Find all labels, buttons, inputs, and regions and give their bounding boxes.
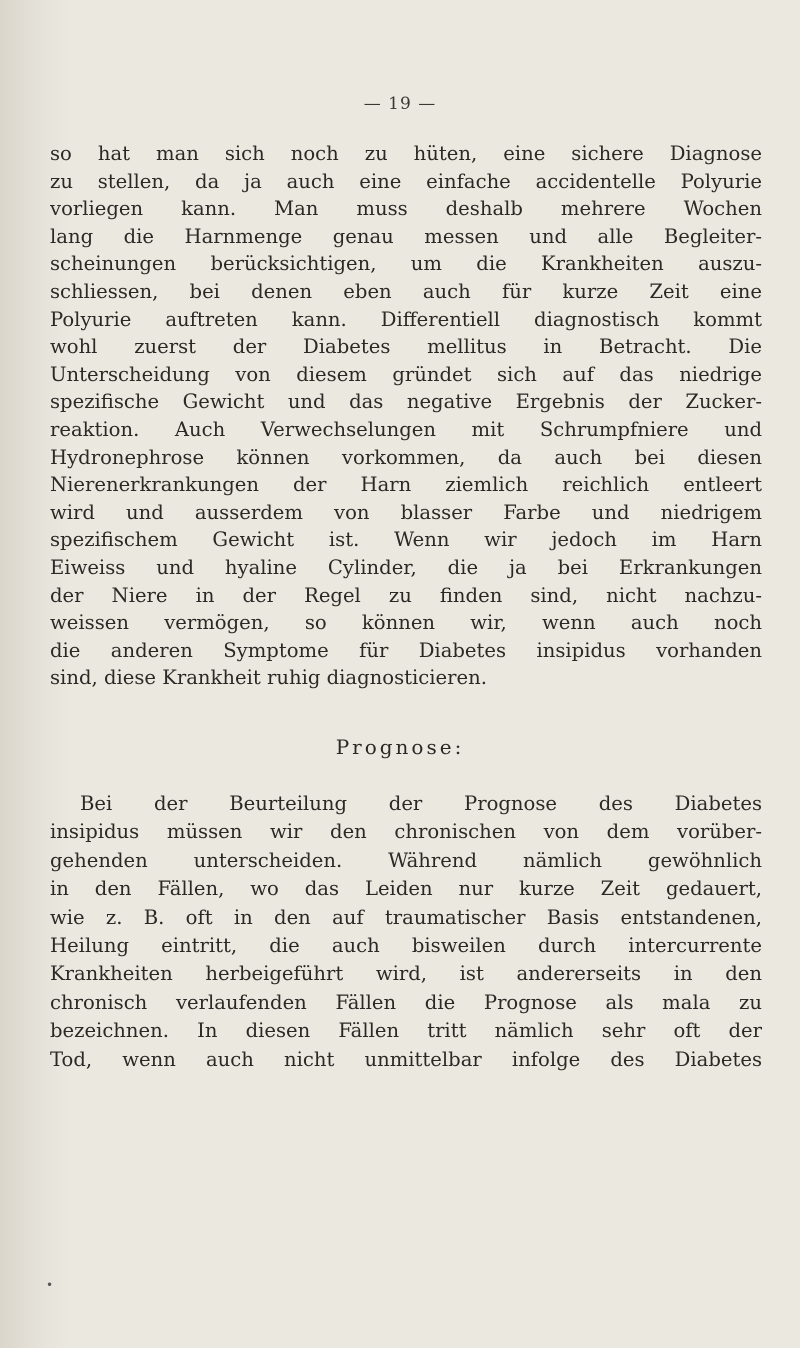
- text-line: Unterscheidung von diesem gründet sich auf das niedrige: [50, 362, 762, 386]
- text-line: schliessen, bei denen eben auch für kurze Zeit eine: [50, 279, 762, 303]
- text-line: Hydronephrose können vorkommen, da auch bei diesen: [50, 445, 762, 469]
- text-line: weissen vermögen, so können wir, wenn auch noch: [50, 611, 762, 635]
- margin-mark: •: [46, 1278, 54, 1292]
- text-line: vorliegen kann. Man muss deshalb mehrere Wochen: [50, 197, 762, 221]
- text-line: spezifischem Gewicht ist. Wenn wir jedoch im Harn: [50, 528, 762, 552]
- text-line: Tod, wenn auch nicht unmittelbar infolge des Diabetes: [50, 1047, 762, 1071]
- text-line: Eiweiss und hyaline Cylinder, die ja bei Erkrankungen: [50, 555, 762, 579]
- text-line: Polyurie auftreten kann. Differentiell diagnostisch kommt: [50, 307, 762, 331]
- text-line: Nierenerkrankungen der Harn ziemlich reichlich entleert: [50, 473, 762, 497]
- text-line: in den Fällen, wo das Leiden nur kurze Zeit gedauert,: [50, 877, 762, 901]
- text-line: der Niere in der Regel zu finden sind, nicht nachzu-: [50, 583, 762, 607]
- page-number: — 19 —: [363, 94, 437, 114]
- text-line: insipidus müssen wir den chronischen von dem vorüber-: [50, 820, 762, 844]
- text-line: gehenden unterscheiden. Während nämlich gewöhnlich: [50, 848, 762, 872]
- text-line: Bei der Beurteilung der Prognose des Diabetes: [80, 792, 762, 815]
- paragraph-prognosis: [50, 790, 762, 1074]
- paragraph-diagnosis: [50, 140, 762, 692]
- text-line: Krankheiten herbeigeführt wird, ist andererseits in den: [50, 962, 762, 986]
- text-line: die anderen Symptome für Diabetes insipidus vorhanden: [50, 638, 762, 662]
- text-line: wird und ausserdem von blasser Farbe und niedrigem: [50, 500, 762, 524]
- text-line: chronisch verlaufenden Fällen die Prognose als mala zu: [50, 990, 762, 1014]
- text-line: zu stellen, da ja auch eine einfache accidentelle Polyurie: [50, 169, 762, 193]
- text-line: reaktion. Auch Verwechselungen mit Schrumpfniere und: [50, 417, 762, 441]
- text-line: wie z. B. oft in den auf traumatischer Basis entstandenen,: [50, 905, 762, 929]
- text-line: so hat man sich noch zu hüten, eine sichere Diagnose: [50, 142, 762, 165]
- text-line: scheinungen berücksichtigen, um die Krankheiten auszu-: [50, 252, 762, 276]
- text-line: lang die Harnmenge genau messen und alle Begleiter-: [50, 224, 762, 248]
- text-line: spezifische Gewicht und das negative Ergebnis der Zucker-: [50, 390, 762, 414]
- text-line: Heilung eintritt, die auch bisweilen durch intercurrente: [50, 933, 762, 957]
- text-line: bezeichnen. In diesen Fällen tritt nämlich sehr oft der: [50, 1019, 762, 1043]
- section-heading-prognose: Prognose:: [335, 735, 465, 759]
- text-line: wohl zuerst der Diabetes mellitus in Betracht. Die: [50, 335, 762, 359]
- text-line: sind, diese Krankheit ruhig diagnosticieren.: [50, 666, 487, 690]
